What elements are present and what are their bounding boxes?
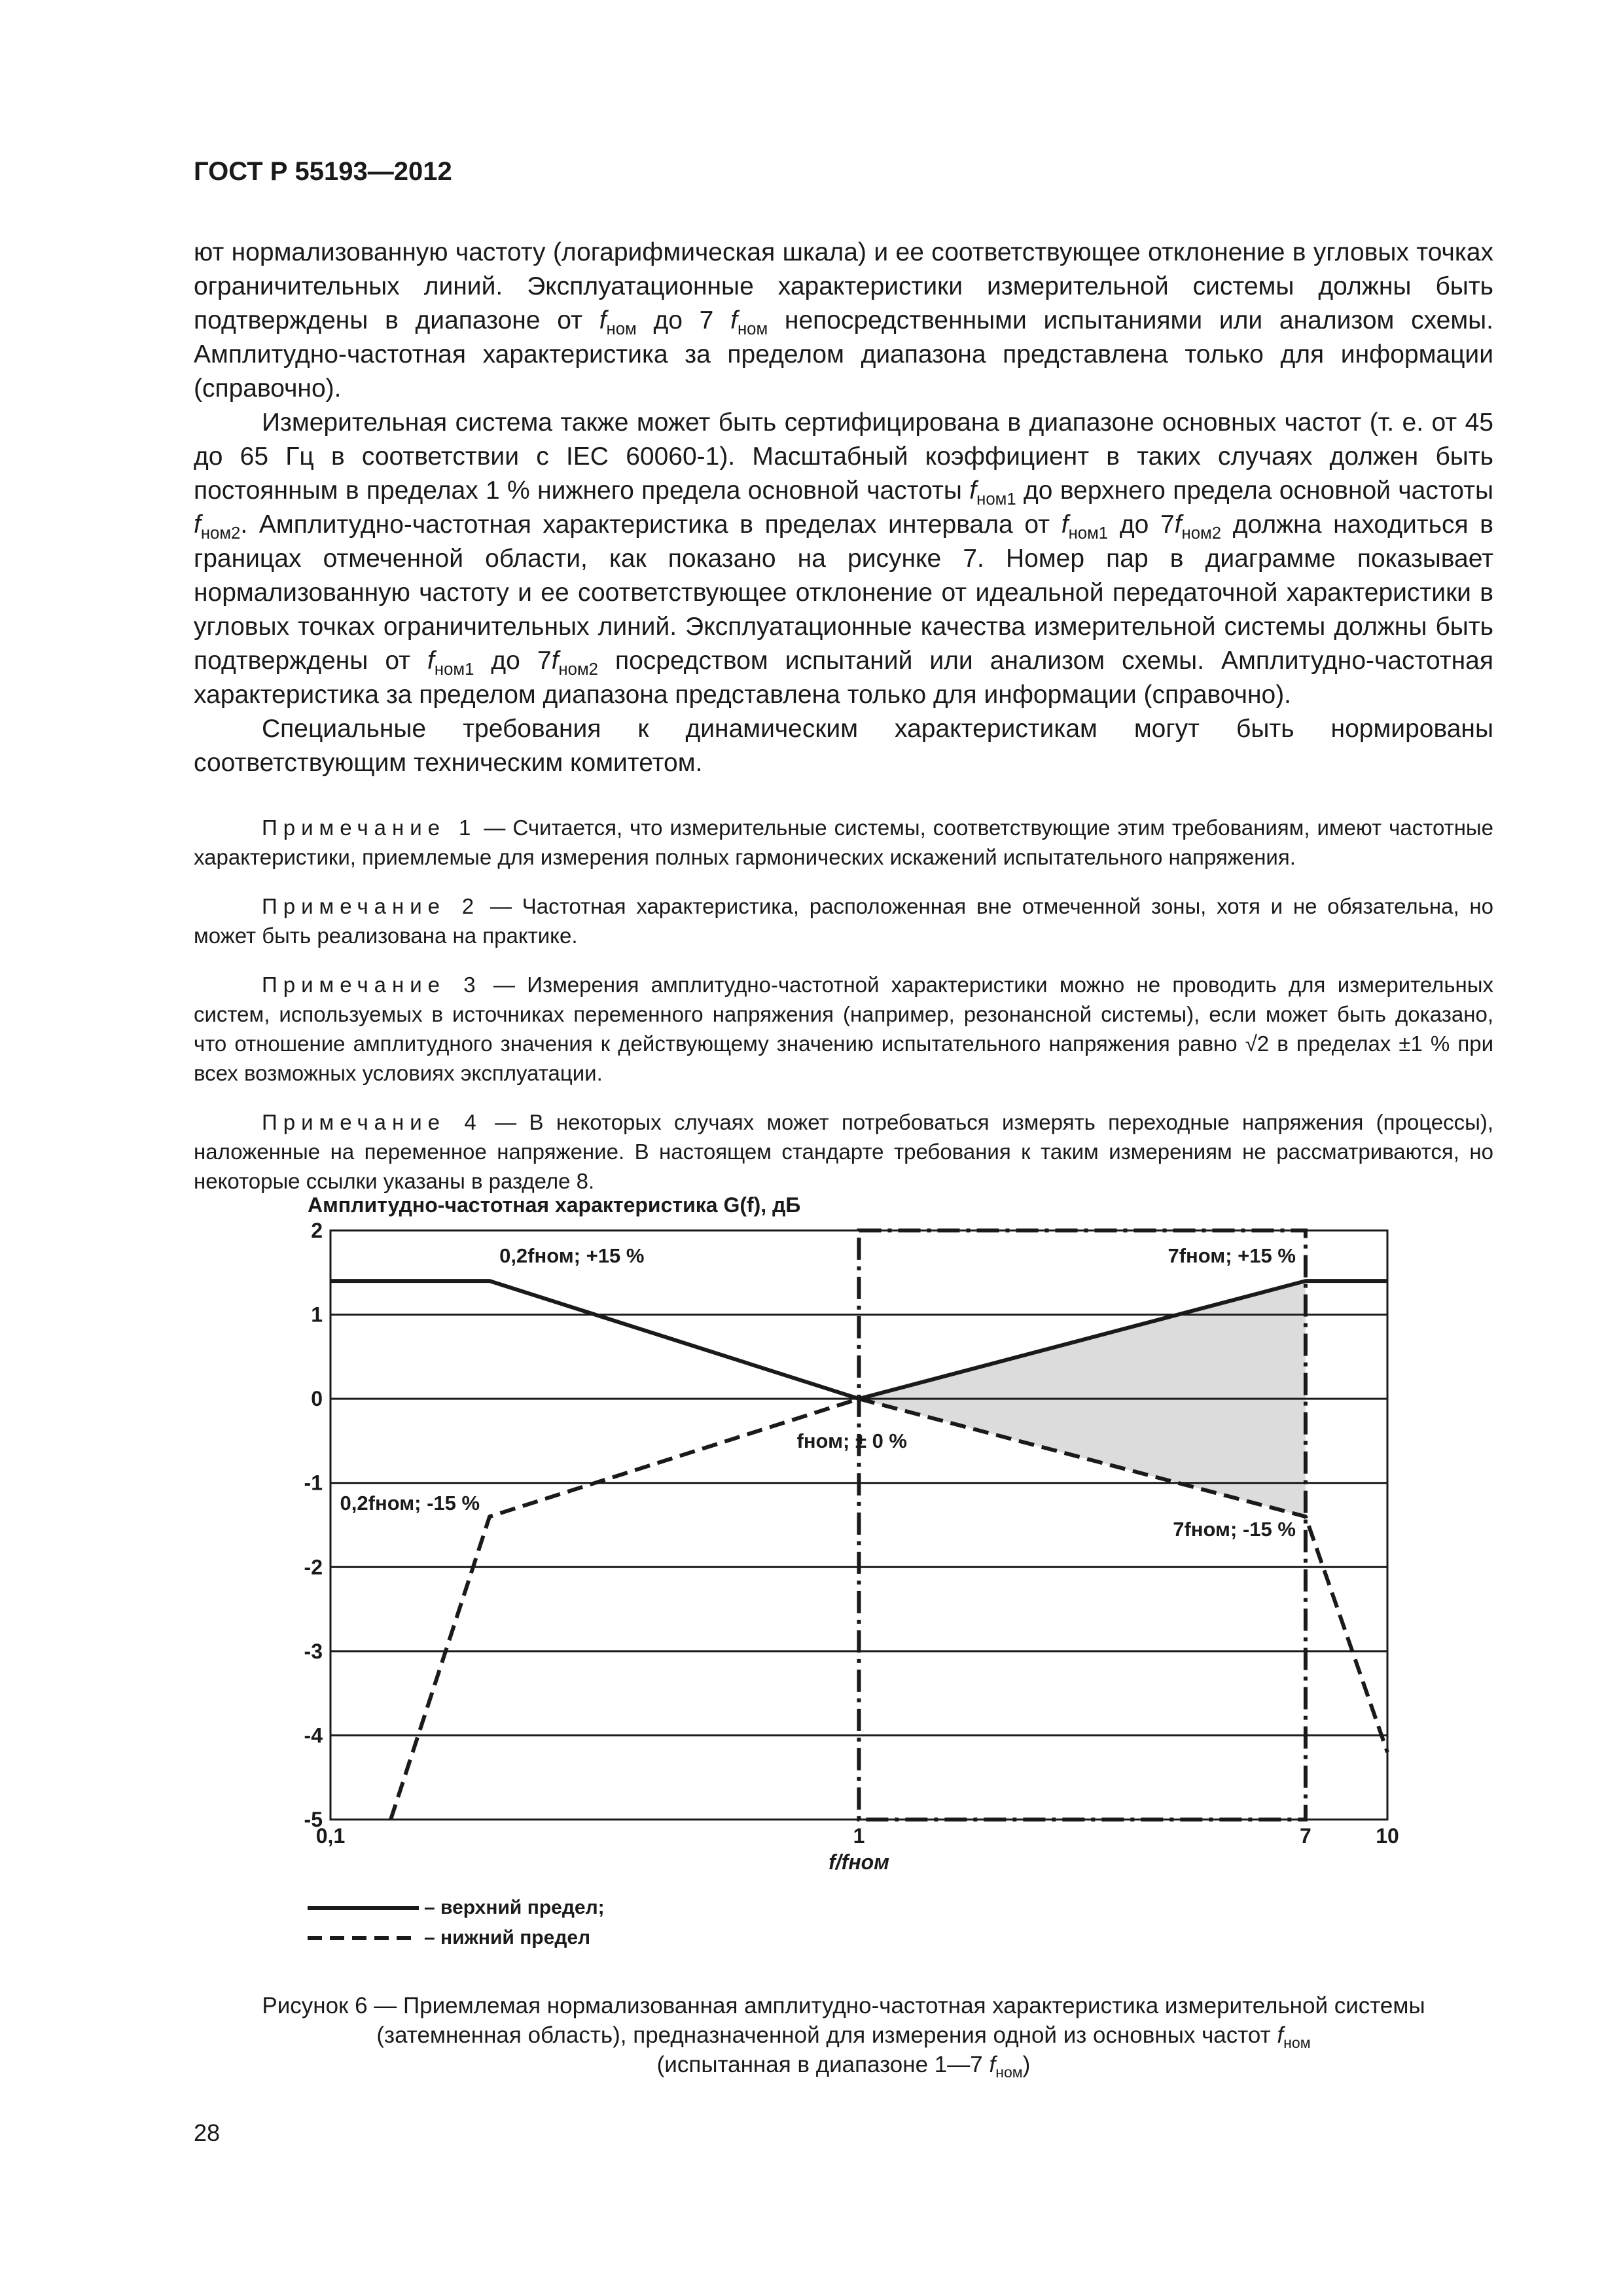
chart-annotation: fном; ± 0 %	[796, 1429, 907, 1453]
y-tick-label: 1	[311, 1302, 323, 1327]
note-1: Примечание 1 — Считается, что измерительные системы, соответствующие этим требованиям, имеют частотные характеристики, приемлемые для измерения полных гармонических искажений испытательного напряжения.	[194, 816, 1493, 869]
note-2: Примечание 2 — Частотная характеристика, расположенная вне отмеченной зоны, хотя и не обязательна, но может быть реализована на практике.	[194, 894, 1493, 948]
paragraph-3: Специальные требования к динамическим характеристикам могут быть нормированы соответствующим техническим комитетом.	[194, 715, 1493, 777]
x-tick-label: 7	[1300, 1824, 1311, 1848]
x-tick-label: 10	[1376, 1824, 1399, 1848]
legend-item-upper: – верхний предел;	[308, 1893, 605, 1923]
legend-item-lower: – нижний предел	[308, 1923, 605, 1953]
x-axis-label: f/fном	[829, 1850, 889, 1874]
chart-annotation: 7fном; -15 %	[1173, 1518, 1296, 1541]
notes	[194, 813, 1493, 1196]
note-4: Примечание 4 — В некоторых случаях может потребоваться измерять переходные напряжения (процессы), наложенные на переменное напряжение. В настоящем стандарте требования к таким измерениям не рассматриваются, но некоторые ссылки указаны в разделе 8.	[194, 1110, 1494, 1193]
chart-annotation: 7fном; +15 %	[1168, 1244, 1296, 1268]
chart-legend	[308, 1893, 605, 1953]
frequency-response-chart	[288, 1178, 1453, 1892]
note-3: Примечание 3 — Измерения амплитудно-частотной характеристики можно не проводить для измерительных систем, используемых в источниках переменного напряжения (например, резонансной системы), если может быть доказано, что отношение амплитудного значения к действующему значению испытательного напряжения равно √2 в пределах ±1 % при всех возможных условиях эксплуатации.	[194, 973, 1494, 1085]
chart-title: Амплитудно-частотная характеристика G(f), дБ	[308, 1193, 801, 1217]
x-tick-label: 0,1	[315, 1824, 346, 1848]
x-tick-label: 1	[853, 1824, 865, 1848]
legend-solid-line-icon	[308, 1904, 419, 1912]
y-tick-label: 2	[311, 1219, 323, 1242]
legend-dashed-line-icon	[308, 1934, 419, 1942]
page-number: 28	[194, 2119, 221, 2146]
y-tick-label: 0	[311, 1387, 323, 1411]
y-tick-label: -1	[304, 1471, 323, 1495]
figure-caption: Рисунок 6 — Приемлемая нормализованная амплитудно-частотная характеристика измерительной системы (затемненная область), предназначенной для измерения одной из основных частот $f_{ном}$ (испытанная в диапазоне 1—7 $f_{ном}$)	[262, 1993, 1425, 2081]
paragraph-1: ют нормализованную частоту (логарифмическая шкала) и ее соответствующее отклонение в угловых точках ограничительных линий. Эксплуатационные характеристики измерительной системы должны быть подтверждены в диапазоне от $f_{ном}$ до 7 $f_{ном}$ непосредственными испытаниями или анализом схемы. Амплитудно-частотная характеристика за пределом диапазона представлена только для информации (справочно).	[194, 238, 1493, 403]
y-tick-label: -5	[304, 1808, 323, 1831]
paragraph-2: Измерительная система также может быть сертифицирована в диапазоне основных частот (т. е. от 45 до 65 Гц в соответствии с IEC 60060-1). Масштабный коэффициент в таких случаях должен быть постоянным в пределах 1 % нижнего предела основной частоты $f_{ном1}$ до верхнего предела основной частоты $f_{ном2}$. Амплитудно-частотная характеристика в пределах интервала от $f_{ном1}$ до $7f_{ном2}$ должна находиться в границах отмеченной области, как показано на рисунке 7. Номер пар в диаграмме показывает нормализованную частоту и ее соответствующее отклонение от идеальной передаточной характеристики в угловых точках ограничительных линий. Эксплуатационные качества измерительной системы должны быть подтверждены от $f_{ном1}$ до $7f_{ном2}$ посредством испытаний или анализом схемы. Амплитудно-частотная характеристика за пределом диапазона представлена только для информации (справочно).	[194, 408, 1493, 709]
document-header: ГОСТ Р 55193—2012	[194, 157, 452, 186]
y-tick-label: -3	[304, 1639, 323, 1663]
chart-annotation: 0,2fном; -15 %	[340, 1492, 480, 1515]
y-tick-label: -2	[304, 1555, 323, 1579]
chart-annotation: 0,2fном; +15 %	[499, 1244, 645, 1268]
body-text	[194, 236, 1493, 1215]
y-tick-label: -4	[304, 1723, 323, 1748]
